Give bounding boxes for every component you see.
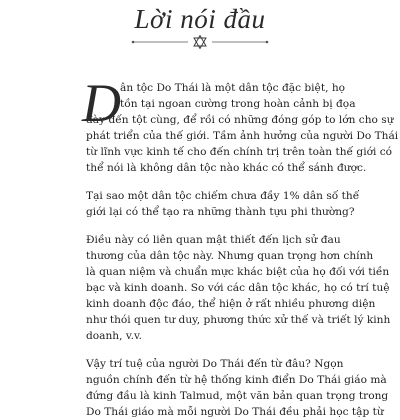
text-body — [82, 73, 399, 420]
text-line: doanh, v.v. — [86, 330, 143, 342]
paragraph — [86, 188, 386, 220]
text-line: ân tộc Do Thái là một dân tộc đặc biệt, họ — [120, 82, 346, 94]
paragraph — [86, 356, 389, 420]
text-line: nguồn chính đến từ hệ thống kinh điển Do Thái giáo mà — [86, 374, 387, 386]
text-line: Điều này có liên quan mật thiết đến lịch sử đau — [86, 234, 341, 246]
paragraph — [86, 80, 399, 176]
text-line: phát triển của thế giới. Tầm ảnh hưởng của người Do Thái — [86, 130, 399, 142]
text-line: kinh doanh độc đáo, thể hiện ở rất nhiều phương diện — [86, 298, 376, 310]
text-line: Do Thái giáo mà mỗi người Do Thái đều phải học tập từ — [86, 406, 384, 418]
text-line: từ lĩnh vực kinh tế cho đến chính trị trên toàn thế giới có — [86, 146, 393, 158]
drop-cap: D — [82, 73, 121, 133]
star-of-david-icon — [125, 35, 275, 49]
text-line: thương của dân tộc này. Nhưng quan trọng hơn chính — [86, 250, 374, 262]
text-line: thể nói là không dân tộc nào khác có thể sánh được. — [86, 162, 367, 174]
text-line: đày đến tột cùng, để rồi có những đóng góp to lớn cho sự — [86, 114, 394, 126]
ornament-divider — [0, 35, 400, 49]
text-line: tồn tại ngoan cường trong hoàn cảnh bị đọa — [120, 98, 356, 110]
paragraph — [86, 232, 391, 344]
text-line: Tại sao một dân tộc chiếm chưa đầy 1% dân số thế — [86, 190, 360, 202]
page-title: Lời nói đầu — [134, 4, 266, 34]
text-line: là quan niệm và chuẩn mực khác biệt của họ đối với tiền — [86, 266, 390, 278]
text-line: đứng đầu là kinh Talmud, một văn bản quan trọng trong — [86, 390, 389, 402]
text-line: như thói quen tư duy, phương thức xử thế và triết lý kinh — [86, 314, 391, 326]
text-line: Vậy trí tuệ của người Do Thái đến từ đâu? Ngọn — [86, 358, 344, 370]
text-line: bạc và kinh doanh. So với các dân tộc khác, họ có trí tuệ — [86, 282, 390, 294]
text-line: giới lại có thể tạo ra những thành tựu phi thường? — [86, 206, 355, 218]
